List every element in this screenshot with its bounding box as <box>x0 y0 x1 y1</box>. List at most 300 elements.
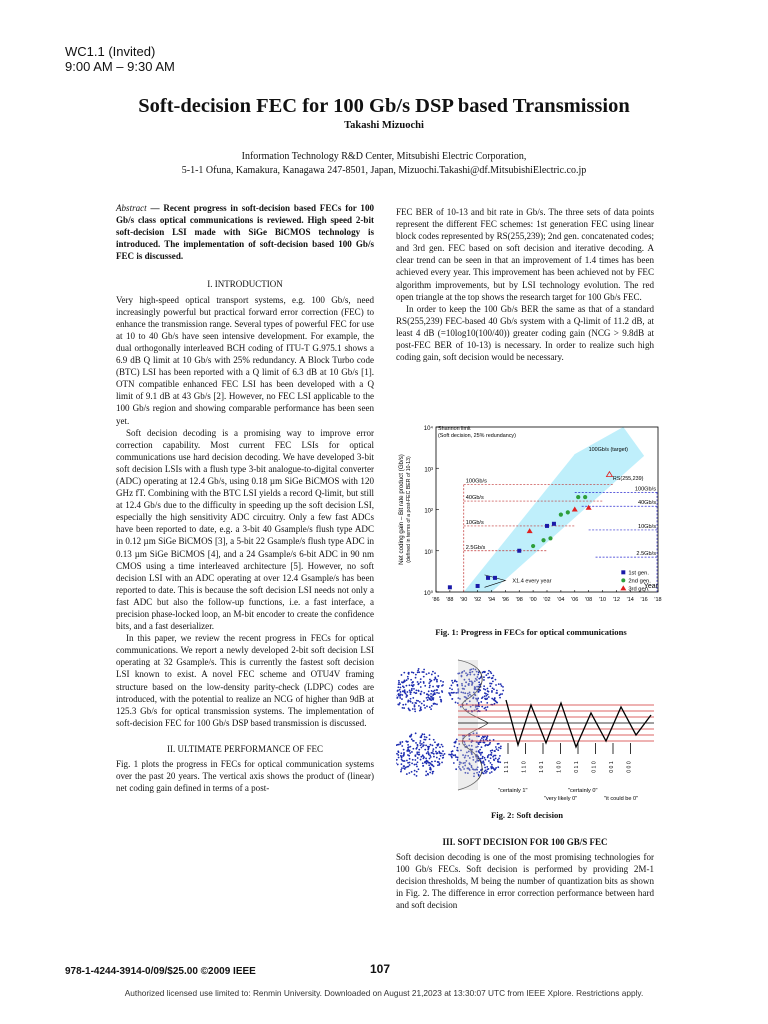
constellation-dot <box>407 672 409 674</box>
constellation-dot <box>498 747 500 749</box>
constellation-dot <box>434 672 436 674</box>
affiliation-line-2: 5-1-1 Ofuna, Kamakura, Kanagawa 247-8501, Japan, Mizuochi.Takashi@df.MitsubishiElectric.co.jp <box>181 165 587 176</box>
constellation-dot <box>486 697 488 699</box>
constellation-dot <box>453 754 455 756</box>
constellation-dot <box>455 768 457 770</box>
data-point-2nd-gen <box>531 544 535 548</box>
constellation-dot <box>396 697 398 699</box>
bit-label: 1 1 0 <box>521 761 528 773</box>
constellation-dot <box>414 774 416 776</box>
constellation-dot <box>485 674 487 676</box>
legend-marker-2nd-gen <box>621 578 625 582</box>
constellation-dot <box>426 693 428 695</box>
constellation-dot <box>400 771 402 773</box>
y-tick-label: 10³ <box>424 467 433 474</box>
constellation-dot <box>400 743 402 745</box>
constellation-dot <box>426 752 428 754</box>
constellation-dot <box>430 693 432 695</box>
constellation-dot <box>492 681 494 683</box>
constellation-dot <box>451 688 453 690</box>
performance-paragraph-1: Fig. 1 plots the progress in FECs for optical communication systems over the past 20 years. The vertical axis shows the product of (linear) net coding gain defined in terms of a post- <box>116 759 374 794</box>
constellation-dot <box>440 701 442 703</box>
affiliation-line-1: Information Technology R&D Center, Mitsubishi Electric Corporation, <box>241 151 527 162</box>
constellation-dot <box>420 756 422 758</box>
constellation-dot <box>407 744 409 746</box>
bit-label: 1 0 0 <box>556 761 563 773</box>
bit-label: 0 0 1 <box>609 761 615 773</box>
constellation-dot <box>407 691 409 693</box>
constellation-dot <box>398 682 400 684</box>
performance-paragraph-2: In order to keep the 100 Gb/s BER the same as that of a standard RS(255,239) FEC-based 40 Gb/s system with a Q-limit of 11.2 dB, at least 4 dB (=10log10(100/40)) greater coding gain (NCG > 9.8dB at post-FEC BER of 10-13) is necessary. In order to realize such high coding gain, soft decision would be necessary. <box>396 303 654 363</box>
constellation-dot <box>455 756 457 758</box>
constellation-dot <box>397 689 399 691</box>
constellation-dot <box>431 764 433 766</box>
constellation-dot <box>442 750 444 752</box>
constellation-dot <box>440 755 442 757</box>
constellation-dot <box>489 742 491 744</box>
constellation-dot <box>456 739 458 741</box>
constellation-dot <box>417 761 419 763</box>
constellation-dot <box>413 740 415 742</box>
constellation-dot <box>431 761 433 763</box>
data-point-1st-gen <box>517 549 521 553</box>
constellation-dot <box>491 771 493 773</box>
constellation-dot <box>426 673 428 675</box>
constellation-dot <box>403 686 405 688</box>
constellation-dot <box>422 754 424 756</box>
constellation-dot <box>411 751 413 753</box>
constellation-dot <box>418 683 420 685</box>
legend-marker-3rd-gen <box>620 585 626 590</box>
constellation-dot <box>398 751 400 753</box>
constellation-dot <box>452 750 454 752</box>
constellation-dot <box>441 753 443 755</box>
constellation-dot <box>401 767 403 769</box>
constellation-dot <box>429 734 431 736</box>
constellation-dot <box>417 671 419 673</box>
x-tick-label: '14 <box>626 597 634 603</box>
constellation-dot <box>436 685 438 687</box>
constellation-dot <box>436 757 438 759</box>
constellation-dot <box>422 765 424 767</box>
constellation-dot <box>420 744 422 746</box>
constellation-dot <box>437 675 439 677</box>
constellation-dot <box>403 749 405 751</box>
constellation-dot <box>401 758 403 760</box>
constellation-dot <box>414 764 416 766</box>
y-tick-label: 10⁰ <box>423 591 433 597</box>
constellation-dot <box>487 706 489 708</box>
constellation-dot <box>421 691 423 693</box>
constellation-dot <box>429 686 431 688</box>
session-id: WC1.1 (Invited) <box>65 44 156 59</box>
constellation-dot <box>435 678 437 680</box>
constellation-dot <box>484 764 486 766</box>
constellation-dot <box>484 767 486 769</box>
constellation-dot <box>420 686 422 688</box>
constellation-dot <box>481 746 483 748</box>
constellation-dot <box>439 746 441 748</box>
constellation-dot <box>483 688 485 690</box>
left-column <box>116 202 374 794</box>
constellation-dot <box>418 671 420 673</box>
constellation-dot <box>432 745 434 747</box>
constellation-dot <box>423 742 425 744</box>
right-rate-label: 2.5Gb/s <box>636 551 656 558</box>
legend-label-2nd-gen: 2nd gen. <box>628 578 651 585</box>
constellation-dot <box>426 697 428 699</box>
constellation-dot <box>502 686 504 688</box>
constellation-dot <box>448 692 450 694</box>
constellation-dot <box>484 695 486 697</box>
constellation-dot <box>427 774 429 776</box>
constellation-dot <box>482 672 484 674</box>
constellation-dot <box>430 708 432 710</box>
x-tick-label: '00 <box>529 597 537 603</box>
constellation-dot <box>409 684 411 686</box>
constellation-dot <box>407 676 409 678</box>
constellation-dot <box>417 757 419 759</box>
constellation-dot <box>493 755 495 757</box>
constellation-dot <box>418 705 420 707</box>
constellation-dot <box>499 697 501 699</box>
constellation-dot <box>429 772 431 774</box>
section-heading-performance: II. ULTIMATE PERFORMANCE OF FEC <box>167 743 323 754</box>
constellation-dot <box>417 670 419 672</box>
constellation-dot <box>429 758 431 760</box>
constellation-dot <box>420 736 422 738</box>
bit-label: 0 0 0 <box>626 761 633 773</box>
constellation-dot <box>417 681 419 683</box>
constellation-dot <box>481 752 483 754</box>
constellation-dot <box>410 691 412 693</box>
right-column-top <box>396 206 654 363</box>
constellation-dot <box>415 742 417 744</box>
constellation-dot <box>424 707 426 709</box>
constellation-dot <box>433 697 435 699</box>
left-rate-label: 10Gb/s <box>465 519 484 526</box>
constellation-dot <box>403 672 405 674</box>
constellation-dot <box>432 691 434 693</box>
constellation-dot <box>398 693 400 695</box>
constellation-dot <box>455 692 457 694</box>
constellation-dot <box>451 684 453 686</box>
constellation-dot <box>423 756 425 758</box>
constellation-dot <box>432 773 434 775</box>
constellation-dot <box>484 757 486 759</box>
x-tick-label: '92 <box>474 597 482 603</box>
constellation-dot <box>401 681 403 683</box>
constellation-dot <box>414 702 416 704</box>
constellation-dot <box>429 685 431 687</box>
constellation-dot <box>500 683 502 685</box>
constellation-dot <box>432 750 434 752</box>
constellation-dot <box>432 686 434 688</box>
constellation-dot <box>478 735 480 737</box>
constellation-dot <box>396 759 398 761</box>
constellation-dot <box>411 688 413 690</box>
constellation-dot <box>407 678 409 680</box>
constellation-dot <box>427 746 429 748</box>
constellation-dot <box>441 762 443 764</box>
constellation-dot <box>398 683 400 685</box>
constellation-dot <box>401 745 403 747</box>
constellation-dot <box>440 680 442 682</box>
constellation-dot <box>403 707 405 709</box>
constellation-dot <box>439 758 441 760</box>
constellation-dot <box>449 694 451 696</box>
constellation-dot <box>402 707 404 709</box>
constellation-dot <box>430 744 432 746</box>
constellation-dot <box>442 746 444 748</box>
constellation-dot <box>423 681 425 683</box>
constellation-dot <box>436 744 438 746</box>
constellation-dot <box>415 763 417 765</box>
constellation-dot <box>399 697 401 699</box>
constellation-dot <box>496 748 498 750</box>
constellation-dot <box>403 767 405 769</box>
constellation-dot <box>423 739 425 741</box>
session-header <box>65 44 175 74</box>
x-tick-label: '86 <box>432 597 440 603</box>
constellation-dot <box>420 706 422 708</box>
constellation-dot <box>413 692 415 694</box>
constellation-dot <box>428 672 430 674</box>
constellation-dot <box>489 772 491 774</box>
constellation-dot <box>485 759 487 761</box>
constellation-dot <box>480 754 482 756</box>
constellation-dot <box>496 690 498 692</box>
constellation-dot <box>411 734 413 736</box>
constellation-dot <box>484 671 486 673</box>
constellation-dot <box>454 745 456 747</box>
constellation-dot <box>451 680 453 682</box>
constellation-dot <box>431 705 433 707</box>
constellation-dot <box>418 754 420 756</box>
constellation-dot <box>433 739 435 741</box>
constellation-dot <box>490 766 492 768</box>
constellation-dot <box>485 744 487 746</box>
constellation-dot <box>484 770 486 772</box>
constellation-dot <box>490 757 492 759</box>
constellation-dot <box>483 679 485 681</box>
constellation-dot <box>419 742 421 744</box>
constellation-dot <box>415 732 417 734</box>
constellation-dot <box>438 692 440 694</box>
constellation-dot <box>426 736 428 738</box>
data-point-2nd-gen <box>583 495 587 499</box>
constellation-dot <box>487 673 489 675</box>
constellation-dot <box>441 744 443 746</box>
constellation-dot <box>433 756 435 758</box>
x-tick-label: '88 <box>446 597 454 603</box>
constellation-dot <box>423 700 425 702</box>
constellation-dot <box>402 704 404 706</box>
constellation-dot <box>436 692 438 694</box>
constellation-dot <box>489 685 491 687</box>
constellation-dot <box>480 758 482 760</box>
constellation-dot <box>499 755 501 757</box>
constellation-dot <box>406 760 408 762</box>
constellation-dot <box>412 702 414 704</box>
constellation-dot <box>455 702 457 704</box>
constellation-dot <box>494 703 496 705</box>
constellation-dot <box>454 680 456 682</box>
constellation-dot <box>498 761 500 763</box>
intro-paragraph-3: In this paper, we review the recent progress in FECs for optical communications. We report a newly developed 2-bit soft decision LSI operating at 32 Gsample/s. This is currently the fastest soft decision LSI known to exist. A novel FEC scheme and OTU4V framing structure based on the low-density parity-check (LDPC) codes are introduced, with the potential to realize an NCG of higher than 9dB at 125.3 Gb/s for optical transmission systems. The implementation of soft-decision FEC for 100 Gb/s DSP based transmission is discussed. <box>116 633 374 728</box>
constellation-dot <box>478 684 480 686</box>
constellation-dot <box>418 749 420 751</box>
constellation-dot <box>405 696 407 698</box>
x-tick-label: '06 <box>571 597 579 603</box>
rs-label: RS(255,239) <box>612 475 644 482</box>
constellation-dot <box>403 752 405 754</box>
constellation-dot <box>423 704 425 706</box>
constellation-dot <box>418 668 420 670</box>
paper-author: Takashi Mizuochi <box>344 120 424 131</box>
constellation-dot <box>497 759 499 761</box>
constellation-dot <box>439 752 441 754</box>
constellation-dot <box>484 692 486 694</box>
constellation-dot <box>480 701 482 703</box>
constellation-dot <box>442 757 444 759</box>
constellation-dot <box>401 757 403 759</box>
constellation-dot <box>420 693 422 695</box>
constellation-dot <box>422 745 424 747</box>
constellation-dot <box>450 692 452 694</box>
constellation-dot <box>415 677 417 679</box>
constellation-dot <box>483 676 485 678</box>
constellation-dot <box>403 765 405 767</box>
data-point-2nd-gen <box>541 538 545 542</box>
x-tick-label: '16 <box>640 597 648 603</box>
fig1-chart <box>396 415 668 625</box>
constellation-dot <box>429 681 431 683</box>
constellation-dot <box>478 691 480 693</box>
constellation-dot <box>493 688 495 690</box>
data-point-2nd-gen <box>576 495 580 499</box>
constellation-dot <box>423 733 425 735</box>
constellation-dot <box>429 697 431 699</box>
constellation-dot <box>410 698 412 700</box>
constellation-dot <box>412 708 414 710</box>
y-tick-label: 10⁴ <box>423 426 433 432</box>
constellation-dot <box>398 695 400 697</box>
constellation-dot <box>498 758 500 760</box>
constellation-dot <box>482 756 484 758</box>
constellation-dot <box>500 747 502 749</box>
authorization-note: Authorized licensed use limited to: Renmin University. Downloaded on August 21,2023 at 13:30:07 UTC from IEEE Xplore. Restrictions apply. <box>124 988 644 998</box>
constellation-dot <box>415 674 417 676</box>
constellation-dot <box>499 761 501 763</box>
constellation-dot <box>497 766 499 768</box>
trend-label: X1.4 every year <box>512 578 552 585</box>
constellation-dot <box>407 762 409 764</box>
constellation-dot <box>424 685 426 687</box>
x-tick-label: '08 <box>585 597 593 603</box>
constellation-dot <box>451 698 453 700</box>
constellation-dot <box>452 682 454 684</box>
constellation-dot <box>481 706 483 708</box>
constellation-dot <box>488 691 490 693</box>
left-rate-label: 100Gb/s <box>465 478 487 485</box>
constellation-dot <box>440 699 442 701</box>
constellation-dot <box>431 752 433 754</box>
section-heading-intro: I. INTRODUCTION <box>207 279 283 290</box>
constellation-dot <box>428 754 430 756</box>
constellation-dot <box>480 741 482 743</box>
x-tick-label: '04 <box>557 597 565 603</box>
constellation-dot <box>439 763 441 765</box>
constellation-dot <box>407 701 409 703</box>
x-tick-label: '98 <box>515 597 523 603</box>
constellation-dot <box>409 752 411 754</box>
constellation-dot <box>428 694 430 696</box>
constellation-dot <box>410 693 412 695</box>
constellation-dot <box>428 682 430 684</box>
constellation-dot <box>411 671 413 673</box>
constellation-dot <box>486 702 488 704</box>
constellation-dot <box>421 733 423 735</box>
constellation-dot <box>436 679 438 681</box>
constellation-dot <box>425 774 427 776</box>
constellation-dot <box>415 689 417 691</box>
constellation-dot <box>500 746 502 748</box>
constellation-dot <box>488 696 490 698</box>
constellation-dot <box>419 701 421 703</box>
constellation-dot <box>500 693 502 695</box>
constellation-dot <box>434 741 436 743</box>
constellation-dot <box>421 703 423 705</box>
constellation-dot <box>491 752 493 754</box>
constellation-dot <box>397 764 399 766</box>
constellation-dot <box>418 768 420 770</box>
constellation-dot <box>485 709 487 711</box>
constellation-dot <box>433 753 435 755</box>
constellation-dot <box>453 692 455 694</box>
constellation-dot <box>423 692 425 694</box>
shannon-sublabel: (Soft decision, 25% redundancy) <box>438 433 516 439</box>
constellation-dot <box>482 760 484 762</box>
constellation-dot <box>430 756 432 758</box>
constellation-dot <box>490 672 492 674</box>
x-tick-label: '18 <box>654 597 662 603</box>
constellation-dot <box>491 764 493 766</box>
target-label: 100Gb/s (target) <box>588 447 628 454</box>
constellation-dot <box>431 690 433 692</box>
constellation-dot <box>495 746 497 748</box>
constellation-dot <box>490 750 492 752</box>
constellation-dot <box>427 699 429 701</box>
constellation-dot <box>409 689 411 691</box>
constellation-dot <box>496 702 498 704</box>
constellation-dot <box>408 707 410 709</box>
constellation-dot <box>493 739 495 741</box>
constellation-dot <box>408 772 410 774</box>
constellation-dot <box>411 738 413 740</box>
constellation-dot <box>411 771 413 773</box>
constellation-dot <box>485 707 487 709</box>
constellation-dot <box>420 740 422 742</box>
data-point-1st-gen <box>545 524 549 528</box>
constellation-dot <box>404 692 406 694</box>
fig2-caption: Fig. 2: Soft decision <box>490 810 564 820</box>
constellation-dot <box>491 749 493 751</box>
constellation-dot <box>414 770 416 772</box>
constellation-dot <box>407 747 409 749</box>
x-tick-label: '94 <box>487 597 496 603</box>
constellation-dot <box>437 752 439 754</box>
